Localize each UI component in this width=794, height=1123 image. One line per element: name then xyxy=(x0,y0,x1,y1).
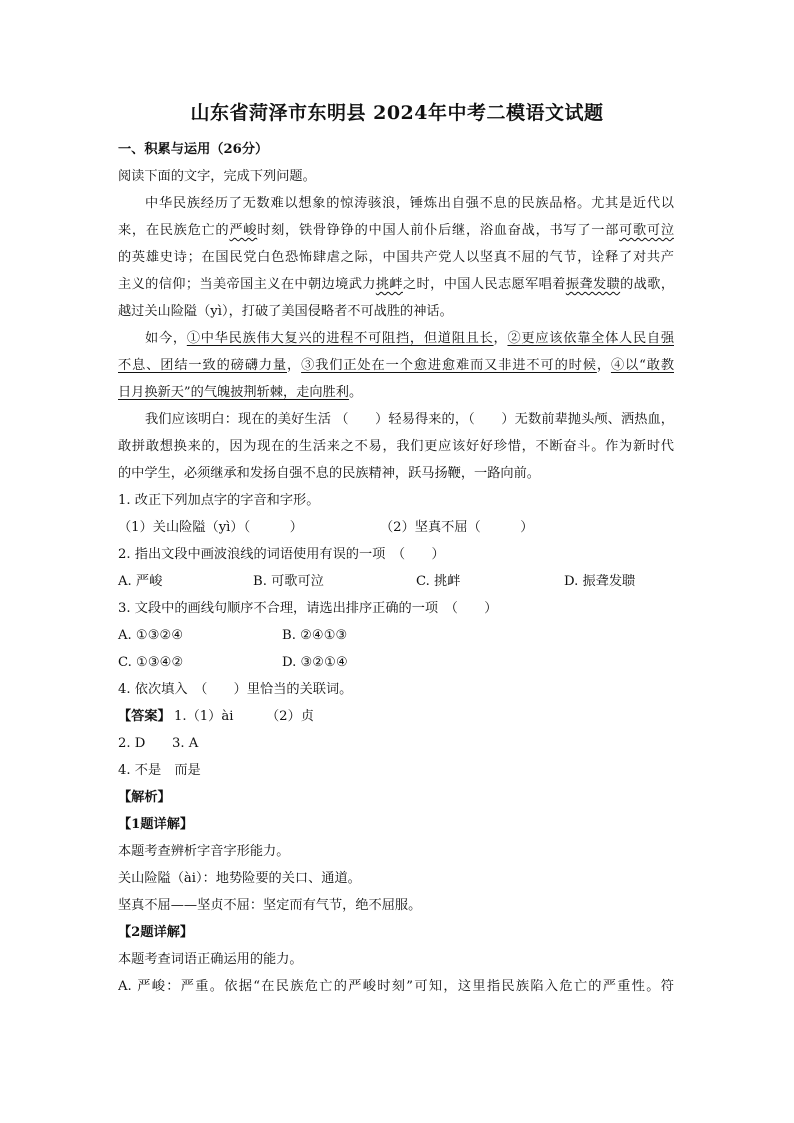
answer-line-1 xyxy=(118,703,674,730)
answer-line-2 xyxy=(118,730,674,757)
question-3: 3. 文段中的画线句顺序不合理，请选出排序正确的一项 （ ） xyxy=(118,601,498,616)
wavy-word-1: 严峻 xyxy=(229,223,258,238)
q1-item-1: （1）关山险隘（yì）（ ） xyxy=(118,520,303,535)
q2-option-c: C. 挑衅 xyxy=(416,574,461,589)
section-heading: 一、积累与运用（26分） xyxy=(118,142,269,157)
underlined-sentence-4: ④以“敢教 xyxy=(610,358,674,373)
question-1: 1. 改正下列加点字的字音和字形。 xyxy=(118,493,320,508)
question-2: 2. 指出文段中画波浪线的词语使用有误的一项 （ ） xyxy=(118,547,445,562)
q3-option-c: C. ①③④② xyxy=(118,655,184,670)
question-2-options xyxy=(118,568,674,595)
page-title: 山东省菏泽市东明县 2024年中考二模语文试题 xyxy=(190,102,604,124)
answer-3: 3. A xyxy=(172,736,199,751)
q1-detail-line: 关山险隘（ài）：地势险要的关口、通道。 xyxy=(118,871,361,886)
underlined-sentence-2: ②更应该依靠全体人民自强 xyxy=(507,331,674,346)
answer-label: 【答案】 xyxy=(118,709,171,724)
q3-option-b: B. ②④①③ xyxy=(282,628,348,643)
question-4: 4. 依次填入 （ ）里恰当的关联词。 xyxy=(118,682,353,697)
question-3-options-1 xyxy=(118,622,674,649)
passage-paragraph-3: 我们应该明白：现在的美好生活 （ ）轻易得来的，（ ）无数前辈抛头颅、洒热血， 敢拼敢想换来的，因为现在的生活来之不易，我们更应该好好珍惜，不断奋斗。作为新时代 的中学生，必须继承和发扬自强不息的民族精神，跃马扬鞭，一路向前。 xyxy=(118,412,674,481)
q2-option-b: B. 可歌可泣 xyxy=(253,574,324,589)
passage-paragraph-2: 如今，①中华民族伟大复兴的进程不可阻挡，但道阻且长，②更应该依靠全体人民自强 不息、团结一致的磅礴力量，③我们正处在一个愈进愈难而又非进不可的时候，④以“敢教 日月换新天”的气魄披荆斩棘，走向胜利。 xyxy=(118,331,674,400)
q1-detail-line: 本题考查辨析字音字形能力。 xyxy=(118,844,290,859)
q3-option-a: A. ①③②④ xyxy=(118,628,184,643)
wavy-word-3: 挑衅 xyxy=(375,277,403,292)
q3-option-d: D. ③②①④ xyxy=(282,655,348,670)
q2-option-d: D. 振聋发聩 xyxy=(564,574,636,589)
q1-detail-label: 【1题详解】 xyxy=(118,817,194,832)
document-body xyxy=(118,136,674,1000)
q2-detail-line: 本题考查词语正确运用的能力。 xyxy=(118,952,303,967)
underlined-sentence-3: ③我们正处在一个愈进愈难而又非进不可的时候 xyxy=(301,358,597,373)
answer-1-part-1: 1.（1）ài xyxy=(174,709,234,724)
analysis-label: 【解析】 xyxy=(118,790,171,805)
answer-1-part-2: （2）贞 xyxy=(266,709,314,724)
question-1-items xyxy=(118,514,674,541)
q2-detail-line: A. 严峻：严重。依据“在民族危亡的严峻时刻”可知，这里指民族陷入危亡的严重性。符 xyxy=(118,979,674,994)
q1-item-2: （2）坚真不屈（ ） xyxy=(380,520,534,535)
wavy-word-2: 可歌可泣 xyxy=(619,223,674,238)
wavy-word-4: 振聋发聩 xyxy=(565,277,621,292)
question-3-options-2 xyxy=(118,649,674,676)
reading-instruction: 阅读下面的文字，完成下列问题。 xyxy=(118,169,316,184)
q2-detail-label: 【2题详解】 xyxy=(118,925,194,940)
q2-option-a: A. 严峻 xyxy=(118,574,163,589)
answer-2: 2. D xyxy=(118,736,146,751)
answer-4: 4. 不是 而是 xyxy=(118,763,201,778)
underlined-sentence-1: ①中华民族伟大复兴的进程不可阻挡，但道阻且长 xyxy=(186,331,494,346)
q1-detail-line: 坚真不屈——坚贞不屈：坚定而有气节，绝不屈服。 xyxy=(118,898,422,913)
passage-paragraph-1: 中华民族经历了无数难以想象的惊涛骇浪，锤炼出自强不息的民族品格。尤其是近代以 来，在民族危亡的严峻时刻，铁骨铮铮的中国人前仆后继，浴血奋战，书写了一部可歌可泣 的英雄史诗；在国民党白色恐怖肆虐之际，中国共产党人以坚真不屈的气节，诠释了对共产 主义的信仰；当美帝国主义在中朝边境武力挑衅之时，中国人民志愿军唱着振聋发聩的战歌， 越过关山险隘（yì），打破了美国侵略者不可战胜的神话。 xyxy=(118,196,674,319)
